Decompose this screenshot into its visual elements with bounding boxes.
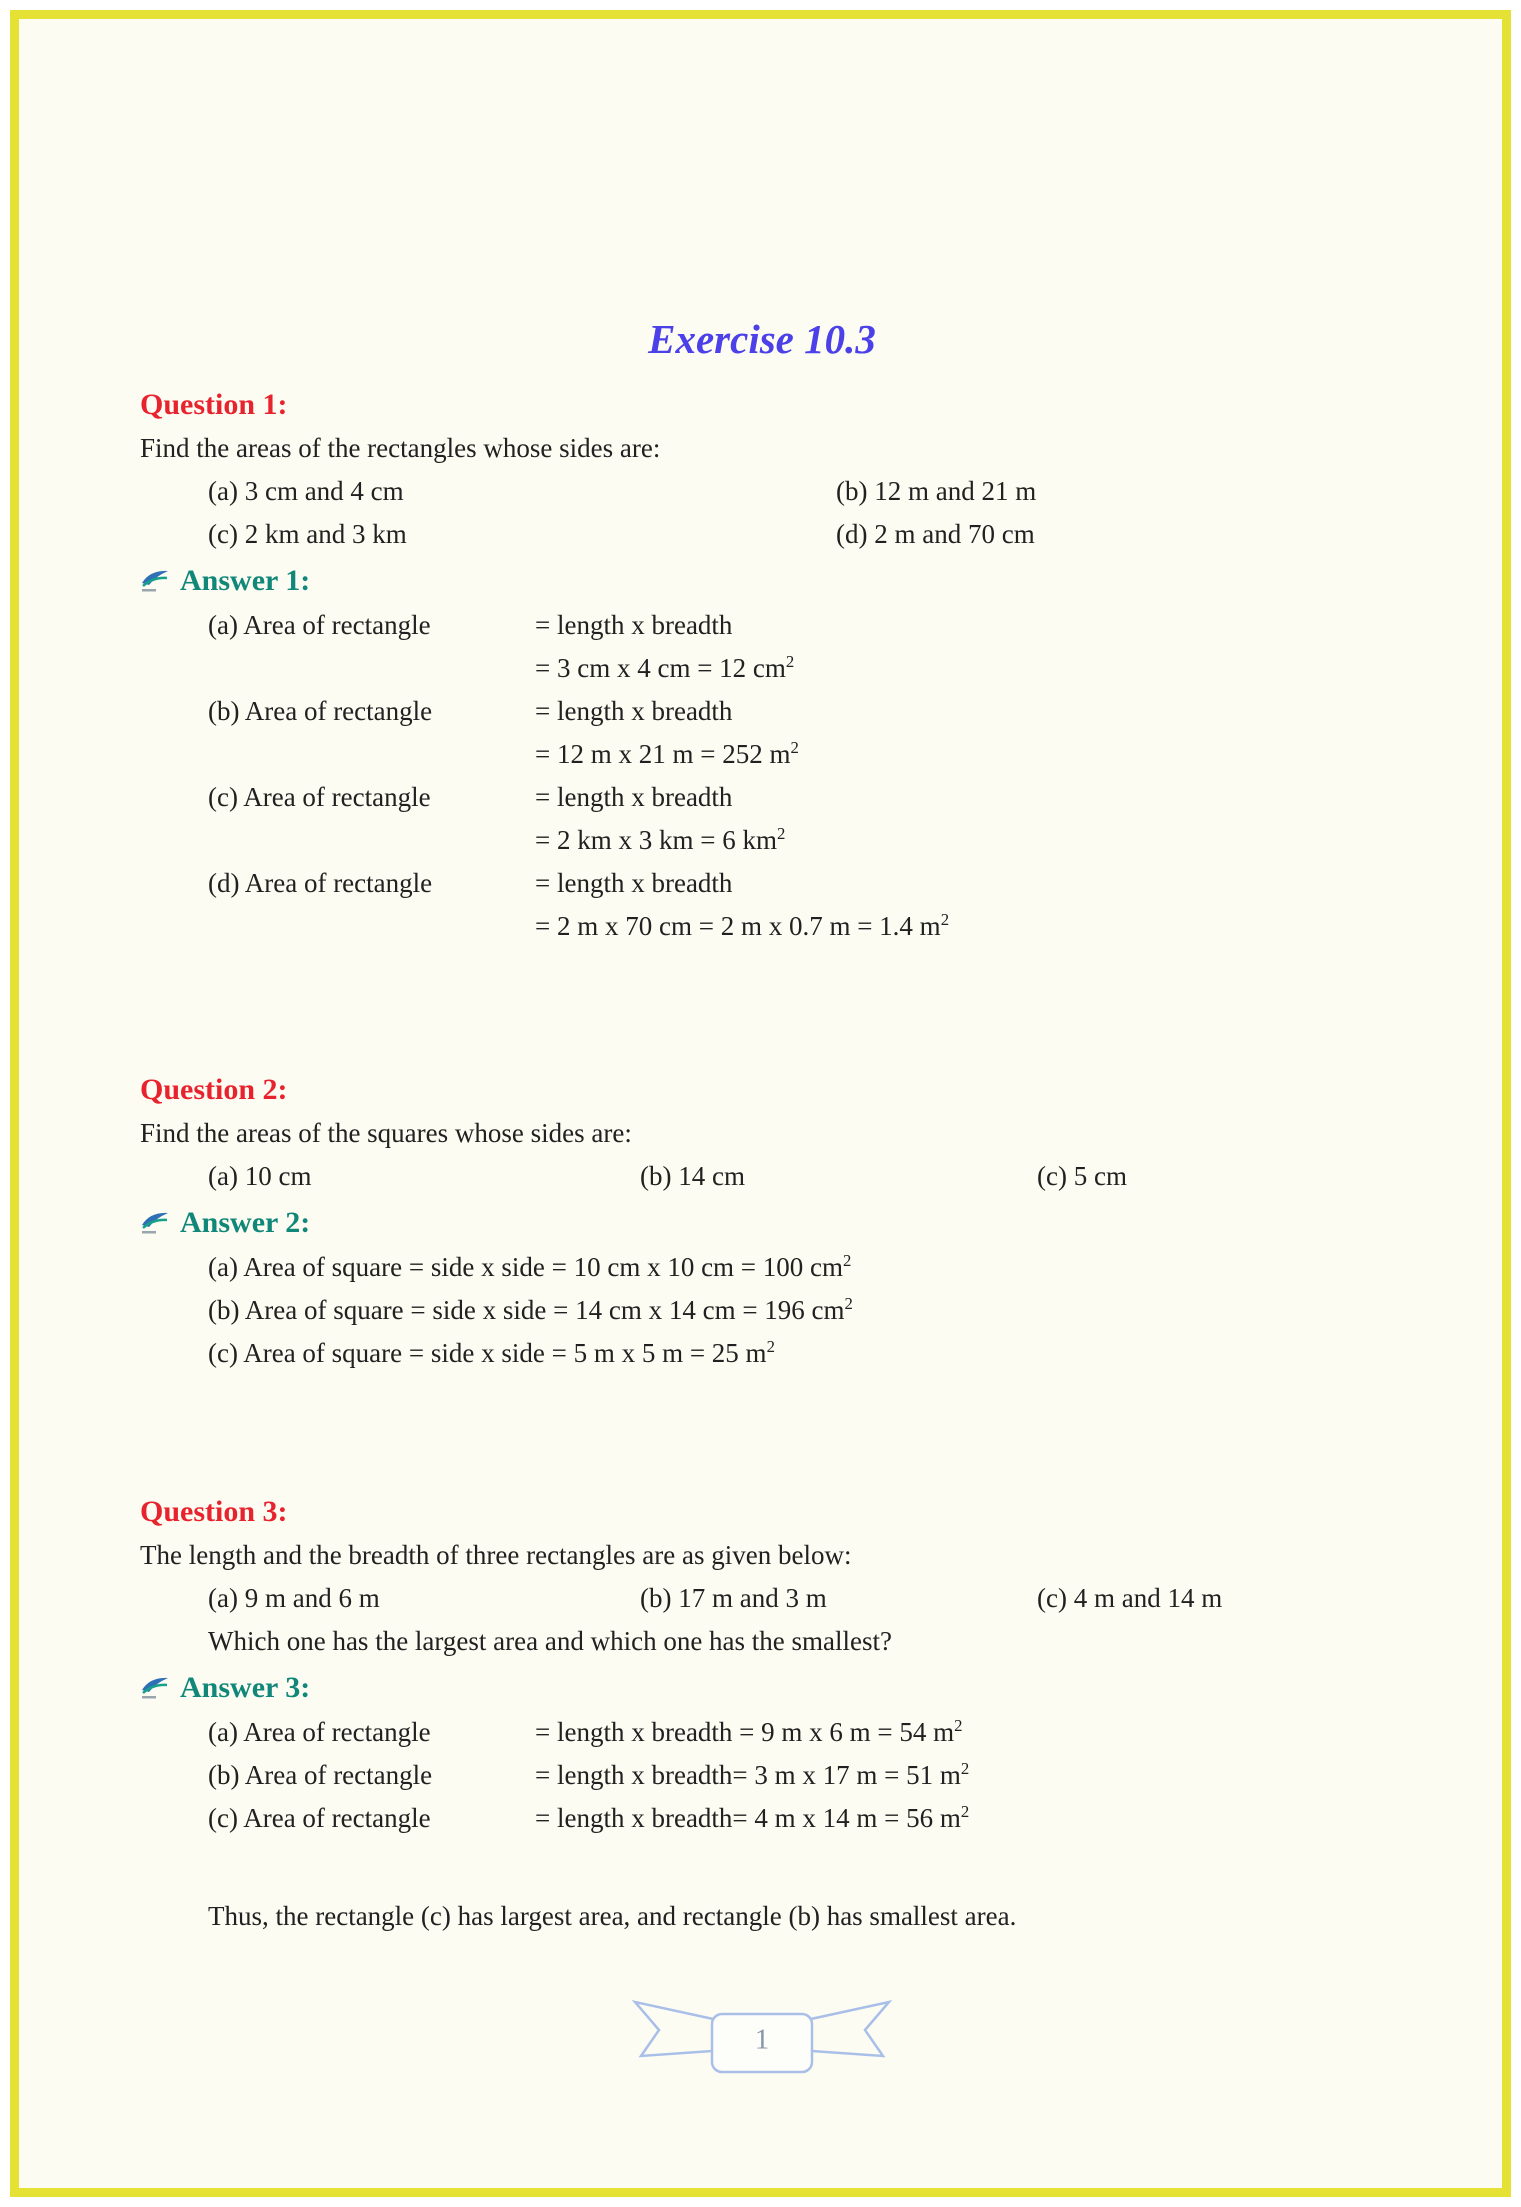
answer-label: (b) Area of rectangle: [208, 696, 433, 726]
superscript: 2: [766, 1337, 775, 1356]
option-a: (a) 10 cm: [208, 1161, 312, 1191]
answer-equations: [535, 776, 1384, 862]
option-b: (b) 17 m and 3 m: [640, 1583, 827, 1613]
equation-line: = length x breadth: [535, 868, 733, 898]
answer-label: (c) Area of rectangle: [208, 1803, 431, 1833]
option-d: (d) 2 m and 70 cm: [836, 519, 1035, 549]
equation-text: = 2 km x 3 km = 6 km: [535, 825, 777, 855]
question-1-heading: Question 1:: [140, 388, 288, 421]
option-c: (c) 2 km and 3 km: [208, 519, 407, 549]
equation-line: [535, 1797, 1384, 1840]
answer-3c-row: [140, 1797, 1384, 1840]
answer-logo-icon: [140, 1675, 170, 1701]
answer-label: (a) Area of rectangle: [208, 610, 431, 640]
question-3-options-row: [140, 1577, 1384, 1620]
equation-line: [535, 1754, 1384, 1797]
superscript: 2: [776, 824, 786, 843]
equation-text: = length x breadth= 4 m x 14 m = 56 m: [535, 1803, 961, 1833]
equation-text: (c) Area of square = side x side = 5 m x 5 m = 25 m: [208, 1338, 767, 1368]
answer-1-heading-label: Answer 1:: [180, 564, 311, 597]
answer-label: (d) Area of rectangle: [208, 868, 433, 898]
question-1-options-row-1: [140, 470, 1384, 513]
answer-1a-row: [140, 604, 1384, 690]
option-c: (c) 5 cm: [1037, 1161, 1127, 1191]
equation-line: [535, 905, 1384, 948]
question-2-section: [140, 1068, 1384, 1375]
answer-equations: [535, 862, 1384, 948]
option-a: (a) 3 cm and 4 cm: [208, 476, 404, 506]
equation-text: = 2 m x 70 cm = 2 m x 0.7 m = 1.4 m: [535, 911, 941, 941]
equation-text: (a) Area of square = side x side = 10 cm x 10 cm = 100 cm: [208, 1252, 844, 1282]
question-1-section: [140, 383, 1384, 948]
answer-3-heading: [140, 1665, 1384, 1711]
equation-line: [535, 647, 1384, 690]
option-b: (b) 14 cm: [640, 1161, 745, 1191]
page-title: Exercise 10.3: [648, 316, 876, 362]
superscript: 2: [940, 910, 950, 929]
page-content: [19, 311, 1502, 2086]
answer-3-heading-label: Answer 3:: [180, 1671, 311, 1704]
answer-logo-icon: [140, 568, 170, 594]
answer-label: (b) Area of rectangle: [208, 1760, 433, 1790]
answer-1d-row: [140, 862, 1384, 948]
question-3-followup: Which one has the largest area and which one has the smallest?: [208, 1626, 893, 1656]
question-2-options-row: [140, 1155, 1384, 1198]
superscript: 2: [960, 1802, 970, 1821]
question-1-intro: Find the areas of the rectangles whose sides are:: [140, 433, 661, 463]
answer-label: (a) Area of rectangle: [208, 1717, 431, 1747]
superscript: 2: [843, 1251, 852, 1270]
superscript: 2: [960, 1759, 970, 1778]
answer-3-conclusion: Thus, the rectangle (c) has largest area, and rectangle (b) has smallest area.: [208, 1901, 1017, 1931]
equation-line: [535, 1711, 1384, 1754]
question-2-intro: Find the areas of the squares whose sides are:: [140, 1118, 632, 1148]
question-3-intro: The length and the breadth of three rectangles are as given below:: [140, 1540, 852, 1570]
equation-text: = length x breadth = 9 m x 6 m = 54 m: [535, 1717, 955, 1747]
answer-2-heading-label: Answer 2:: [180, 1206, 311, 1239]
equation-text: = 12 m x 21 m = 252 m: [535, 739, 791, 769]
answer-3b-row: [140, 1754, 1384, 1797]
answer-3a-row: [140, 1711, 1384, 1754]
equation-line: = length x breadth: [535, 782, 733, 812]
option-a: (a) 9 m and 6 m: [208, 1583, 380, 1613]
equation-text: = 3 cm x 4 cm = 12 cm: [535, 653, 786, 683]
answer-equations: [535, 604, 1384, 690]
answer-logo-icon: [140, 1210, 170, 1236]
answer-1-heading: [140, 558, 1384, 604]
answer-2-heading: [140, 1200, 1384, 1246]
question-2-heading: Question 2:: [140, 1073, 288, 1106]
question-1-options-row-2: [140, 513, 1384, 556]
page-number: 1: [754, 2023, 770, 2056]
superscript: 2: [954, 1716, 963, 1735]
equation-text: (b) Area of square = side x side = 14 cm x 14 cm = 196 cm: [208, 1295, 845, 1325]
answer-equations: [535, 690, 1384, 776]
answer-label: (c) Area of rectangle: [208, 782, 431, 812]
equation-line: = length x breadth: [535, 610, 733, 640]
option-b: (b) 12 m and 21 m: [836, 476, 1037, 506]
answer-2b-line: [140, 1289, 1384, 1332]
option-c: (c) 4 m and 14 m: [1037, 1583, 1223, 1613]
equation-line: [535, 819, 1384, 862]
superscript: 2: [785, 652, 795, 671]
page-number-ribbon: [617, 1990, 907, 2086]
question-3-section: [140, 1490, 1384, 1938]
superscript: 2: [790, 738, 799, 757]
page-footer: [140, 1990, 1384, 2086]
answer-1b-row: [140, 690, 1384, 776]
question-3-heading: Question 3:: [140, 1495, 288, 1528]
equation-line: = length x breadth: [535, 696, 733, 726]
answer-2c-line: [140, 1332, 1384, 1375]
document-page: [10, 10, 1511, 2197]
equation-text: = length x breadth= 3 m x 17 m = 51 m: [535, 1760, 961, 1790]
superscript: 2: [844, 1294, 853, 1313]
answer-2a-line: [140, 1246, 1384, 1289]
answer-1c-row: [140, 776, 1384, 862]
equation-line: [535, 733, 1384, 776]
